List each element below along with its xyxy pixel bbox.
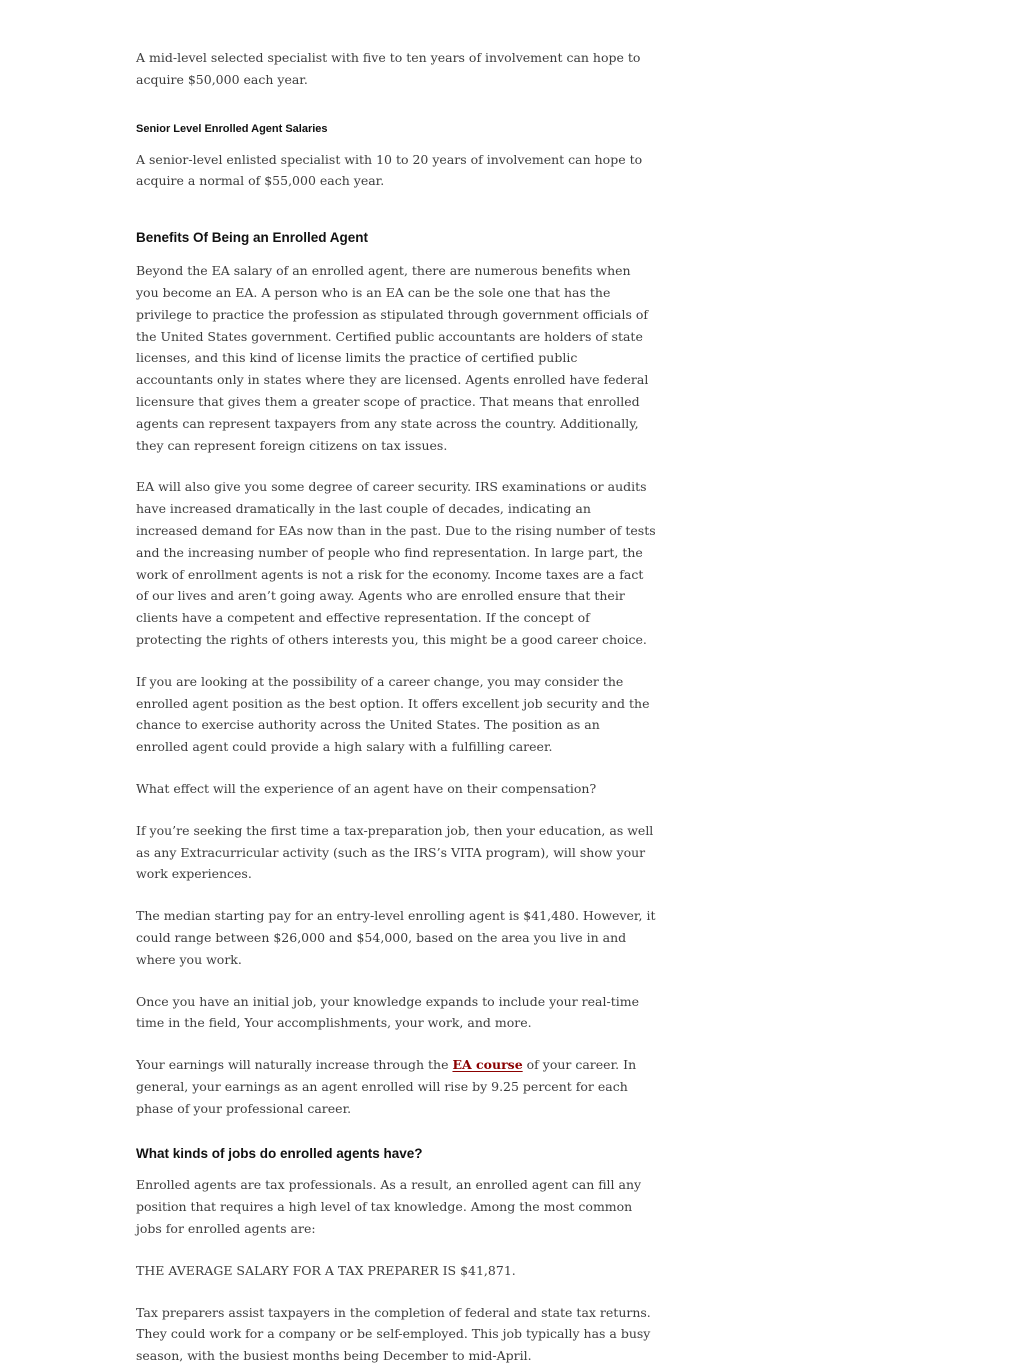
experience-question: What effect will the experience of an agent have on their compensation? (136, 780, 597, 796)
initial-job-paragraph: Once you have an initial job, your knowledge expands to include your real-time time in the field, Your accomplishments, your work, and more. (136, 993, 639, 1031)
ea-course-link[interactable]: EA course (452, 1057, 523, 1073)
career-security-paragraph: EA will also give you some degree of career security. IRS examinations or audits have increased dramatically in the last couple of decades, indicating an increased demand for EAs now than in the past. Due to the rising number of tests and the increasing number of people who find representation. In large part, the work of enrollment agents is not a risk for the economy. Income taxes are a fact of our lives and aren’t going away. Agents who are enrolled ensure that their clients have a competent and effective representation. If the concept of protecting the rights of others interests you, this might be a good career choice. (136, 479, 656, 647)
average-salary-line: THE AVERAGE SALARY FOR A TAX PREPARER IS $41,871. (136, 1262, 516, 1278)
first-job-paragraph: If you’re seeking the first time a tax-preparation job, then your education, as well as any Extracurricular activity (such as the IRS’s VITA program), will show your work experiences. (136, 822, 654, 882)
earnings-paragraph (136, 1054, 656, 1119)
earnings-text-after-link: of your career. In general, your earnings as an agent enrolled will rise by 9.25 percent for each phase of your professional career. (136, 1057, 637, 1116)
senior-salary-heading: Senior Level Enrolled Agent Salaries (136, 122, 328, 135)
earnings-text-before-link: Your earnings will naturally increase through the (136, 1057, 453, 1073)
jobs-heading: What kinds of jobs do enrolled agents have? (136, 1146, 423, 1162)
career-change-paragraph: If you are looking at the possibility of a career change, you may consider the enrolled agent position as the best option. It offers excellent job security and the chance to exercise authority across the United States. The position as an enrolled agent could provide a high salary with a fulfilling career. (136, 673, 650, 755)
benefits-heading: Benefits Of Being an Enrolled Agent (136, 230, 369, 246)
benefits-paragraph: Beyond the EA salary of an enrolled agent, there are numerous benefits when you become an EA. A person who is an EA can be the sole one that has the privilege to practice the profession as stipulated through government officials of the United States government. Certified public accountants are holders of state licenses, and this kind of license limits the practice of certified public accountants only in states where they are licensed. Agents enrolled have federal licensure that gives them a greater scope of practice. That means that enrolled agents can represent taxpayers from any state across the country. Additionally, they can represent foreign citizens on tax issues. (136, 263, 649, 453)
senior-salary-paragraph: A senior-level enlisted specialist with 10 to 20 years of involvement can hope to acquire a normal of $55,000 each year. (136, 151, 643, 189)
article-body (136, 0, 656, 1367)
mid-level-salary-paragraph: A mid-level selected specialist with five to ten years of involvement can hope to acquire $50,000 each year. (136, 50, 641, 87)
tax-preparers-paragraph: Tax preparers assist taxpayers in the completion of federal and state tax returns. They could work for a company or be self-employed. This job typically has a busy season, with the busiest months being December to mid-April. (136, 1304, 651, 1364)
median-pay-paragraph: The median starting pay for an entry-level enrolling agent is $41,480. However, it could range between $26,000 and $54,000, based on the area you live in and where you work. (136, 908, 656, 967)
jobs-intro-paragraph: Enrolled agents are tax professionals. As a result, an enrolled agent can fill any position that requires a high level of tax knowledge. Among the most common jobs for enrolled agents are: (136, 1177, 642, 1237)
